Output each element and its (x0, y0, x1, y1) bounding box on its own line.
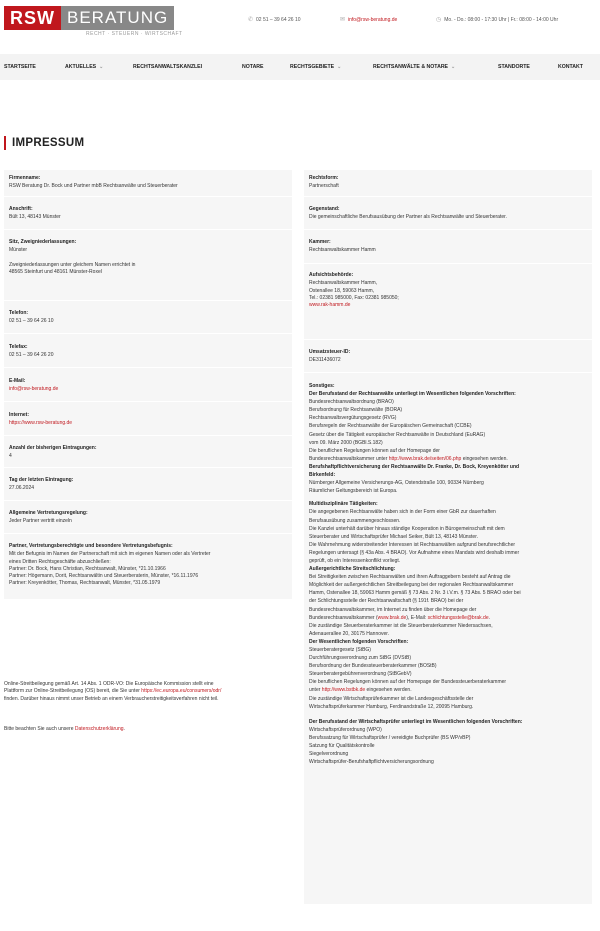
nav-item-rechtsgebiete[interactable]: RECHTSGEBIETE ⌄ (290, 64, 342, 70)
text: Bundesrechtsanwaltskammer unter (309, 455, 388, 462)
field-rechtsform (304, 170, 592, 197)
text-line: Die Kanzlei unterhält darüber hinaus ständige Kooperation in Bürogemeinschaft mit dem (309, 525, 505, 532)
text-line: Berufsordnung der Bundessteuerberaterkammer (BOStB) (309, 663, 437, 670)
section-heading: Multidisziplinäre Tätigkeiten: (309, 501, 378, 508)
label: Partner, Vertretungsberechtigte und besondere Vertretungsbefugnis: (9, 543, 173, 549)
text-line: Steuerberater und Wirtschaftsprüfer Michael Seiker, Bült 13, 48143 Münster. (309, 533, 478, 540)
email-link[interactable]: info@rsw-beratung.de (9, 386, 59, 393)
text-line: Bundesrechtsanwaltskammer, im Internet zu finden über die Homepage der (309, 606, 477, 613)
field-telefon (4, 301, 292, 334)
field-vertretungsregelung (4, 501, 292, 534)
text-line: geprüft, ob ein Interessenkonflikt vorliegt. (309, 557, 401, 564)
rak-hamm-link[interactable]: www.rak-hamm.de (309, 302, 351, 308)
text: . (488, 614, 490, 621)
text-line: Satzung für Qualitätskontrolle (309, 743, 375, 750)
text-line: Räumlicher Geltungsbereich ist Europa. (309, 488, 398, 495)
text-line: Die zuständige Steuerberaterkammer ist die Steuerberaterkammer Niedersachsen, (309, 622, 493, 629)
header-phone[interactable] (248, 16, 301, 25)
nav-item-standorte[interactable]: STANDORTE (498, 64, 530, 70)
impressum-left-column (4, 170, 292, 600)
text-line: Die angegebenen Rechtsanwälte haben sich in der Form einer GbR zur dauerhaften (309, 509, 496, 516)
value: Die gemeinschaftliche Berufsausübung der Partner als Rechtsanwälte und Steuerberater. (309, 214, 507, 221)
text-line: Nürnberger Allgemeine Versicherungs-AG, Ostendstraße 100, 90334 Nürnberg (309, 480, 484, 487)
text-line: Bei Streitigkeiten zwischen Rechtsanwälten und ihren Auftraggebern besteht auf Antrag die (309, 574, 511, 581)
value-line: eines Dritten Rechtsgeschäfte abzuschließen: (9, 558, 111, 565)
clock-icon: ◷ (436, 17, 442, 23)
value: 02 51 – 39 64 26 20 (9, 352, 54, 359)
label: Rechtsform: (309, 175, 339, 181)
chevron-down-icon: ⌄ (451, 64, 456, 70)
text: Bundesrechtsanwaltskammer ( (309, 614, 378, 621)
label: Telefon: (9, 310, 29, 316)
section-heading: Der Berufsstand der Rechtsanwälte unterliegt im Wesentlichen folgenden Vorschriften: (309, 391, 516, 398)
text-line: Rechtsanwaltsvergütungsgesetz (RVG) (309, 415, 397, 422)
text-line: Die beruflichen Regelungen können auf der Homepage der (309, 447, 440, 454)
website-link[interactable]: https://www.rsw-beratung.de (9, 420, 73, 427)
text-line: Die zuständige Wirtschaftsprüferkammer ist die Landesgeschäftsstelle der (309, 695, 474, 702)
header-hours (436, 16, 558, 25)
value: 4 (9, 453, 12, 460)
value: Zweigniederlassungen unter gleichem Namen errichtet in (9, 261, 136, 268)
bstbk-link[interactable]: http://www.bstbk.de (321, 687, 366, 694)
label: E-Mail: (9, 378, 26, 384)
label: Firmenname: (9, 175, 41, 181)
label: Allgemeine Vertretungsregelung: (9, 510, 88, 516)
label: Anzahl der bisherigen Eintragungen: (9, 445, 97, 451)
privacy-link[interactable]: Datenschutzerklärung (74, 726, 124, 732)
text-line: Steuerberatergesetz (StBG) (309, 647, 371, 653)
text-line: Siegelverordnung (309, 751, 349, 758)
text-line: Berufssatzung für Wirtschaftsprüfer / vereidigte Buchprüfer (BS WP/vBP) (309, 734, 471, 741)
section-heading: Der Berufsstand der Wirtschaftsprüfer unterliegt im Wesentlichen folgenden Vorschriften: (309, 718, 523, 725)
nav-item-aktuelles[interactable]: AKTUELLES ⌄ (65, 64, 104, 70)
field-letzte-eintragung (4, 468, 292, 501)
text: ), E-Mail: (406, 614, 427, 621)
brak-link[interactable]: http://www.brak.de/seiten/06.php (388, 455, 462, 462)
field-sonstiges (304, 373, 592, 905)
field-email (4, 368, 292, 402)
schlichtungsstelle-email-link[interactable]: schlichtungsstelle@brak.de (427, 614, 489, 621)
value: Rechtsanwaltskammer Hamm, (309, 280, 378, 287)
nav-item-notare[interactable]: NOTARE (242, 64, 264, 70)
odr-link[interactable]: https://ec.europa.eu/consumers/odr/ (141, 688, 222, 695)
field-telefax (4, 334, 292, 368)
nav-item-rechtsanwaelte-notare[interactable]: RECHTSANWÄLTE & NOTARE ⌄ (373, 64, 456, 70)
text: unter (309, 687, 321, 694)
privacy-text: Bitte beachten Sie auch unsere (4, 726, 74, 732)
impressum-right-column (304, 170, 592, 905)
value: DE311436072 (309, 357, 341, 364)
text-line: der Schlichtungsstelle der Rechtsanwaltschaft (§ 191f. BRAO) bei der (309, 598, 464, 605)
text-line: Möglichkeit der außergerichtlichen Streitbeilegung bei der regionalen Rechtsanwaltskammer (309, 582, 514, 589)
value: 48565 Steinfurt und 48161 Münster-Roxel (9, 268, 102, 275)
header-hours-text: Mo. - Do.: 08:00 - 17:30 Uhr | Fr.: 08:00 - 14:00 Uhr (444, 16, 559, 23)
text-line (309, 686, 587, 694)
site-header (0, 0, 600, 48)
value-line: Partner: Kreyenkötter, Thomas, Rechtsanwalt, Münster, *31.05.1979 (9, 580, 161, 587)
logo-part-rsw: RSW (4, 6, 61, 30)
logo[interactable] (4, 6, 174, 30)
label: Internet: (9, 412, 29, 418)
label: Sonstiges: (309, 383, 335, 389)
value: 27.06.2024 (9, 485, 35, 492)
label: Aufsichtsbehörde: (309, 272, 354, 278)
text-line: Die Wahrnehmung widerstreitender Interessen ist Rechtsanwälten aufgrund berufsrechtlicher (309, 541, 516, 548)
value-line: Partner: Dr. Bock, Hans Christian, Rechtsanwalt, Münster, *21.10.1966 (9, 565, 166, 572)
text-line: Berufsordnung für Rechtsanwälte (BORA) (309, 407, 403, 414)
text-line (309, 614, 587, 622)
brak-link[interactable]: www.brak.de (377, 614, 407, 621)
field-anschrift (4, 197, 292, 230)
privacy-notice (4, 726, 292, 733)
section-heading: Birkenfeld: (309, 472, 336, 479)
logo-part-beratung: BERATUNG (61, 6, 174, 30)
value-line: Partner: Högemann, Dorit, Rechtsanwältin und Steuerberaterin, Münster, *16.11.1976 (9, 573, 199, 579)
text-line: Adenauerallee 20, 30175 Hannover. (309, 630, 390, 637)
section-heading: Der Wesentlichen folgenden Vorschriften: (309, 638, 409, 645)
field-sitz (4, 230, 292, 301)
value: Rechtsanwaltskammer Hamm (309, 247, 376, 254)
text-line: Hamm, Ostenallee 18, 59063 Hamm gemäß § 73 Abs. 2 Nr. 3 i.V.m. § 73 Abs. 5 BRAO oder bei (309, 590, 521, 597)
odr-notice (4, 681, 292, 703)
nav-item-kontakt[interactable]: KONTAKT (558, 64, 583, 70)
odr-text: Plattform zur Online-Streitbeilegung (OS) bereit, die Sie unter (4, 688, 140, 695)
text-line: Wirtschaftsprüfer-Berufshaftpflichtversicherungsordnung (309, 759, 434, 766)
field-aufsichtsbehoerde (304, 264, 592, 340)
value: Bült 13, 48143 Münster (9, 214, 61, 221)
nav-item-rechtsanwaltskanzlei[interactable]: RECHTSANWALTSKANZLEI (133, 64, 203, 70)
section-heading: Außergerichtliche Streitschlichtung: (309, 566, 396, 573)
label: Gegenstand: (309, 206, 340, 212)
logo-tagline: RECHT · STEUERN · WIRTSCHAFT (86, 31, 183, 37)
field-gegenstand (304, 197, 592, 230)
field-internet (4, 402, 292, 436)
label: Sitz, Zweigniederlassungen: (9, 239, 77, 245)
label: Kammer: (309, 239, 331, 245)
text: eingesehen werden. (462, 455, 508, 462)
text-line: Berufsausübung zusammengeschlossen. (309, 517, 401, 524)
text: eingesehen werden. (366, 687, 412, 694)
value-line: Mit der Befugnis im Namen der Partnerschaft mit sich im eigenen Namen oder als Vertreter (9, 551, 211, 558)
field-firmenname (4, 170, 292, 197)
field-umsatzsteuer-id (304, 340, 592, 373)
nav-item-startseite[interactable]: STARTSEITE (4, 64, 36, 70)
header-phone-text: 02 51 – 39 64 26 10 (256, 16, 301, 23)
value: RSW Beratung Dr. Bock und Partner mbB Rechtsanwälte und Steuerberater (9, 183, 178, 190)
value: Münster (9, 247, 28, 254)
phone-icon: ✆ (248, 17, 254, 23)
label: Tag der letzten Eintragung: (9, 477, 74, 483)
label: Anschrift: (9, 206, 33, 212)
odr-text: finden. Darüber hinaus nimmt unser Betrieb an einem Verbraucherstreitigkeitsverfahren nicht teil. (4, 695, 219, 702)
text-line: Gesetz über die Tätigkeit europäischer Rechtsanwälte in Deutschland (EuRAG) (309, 431, 486, 438)
page-title: IMPRESSUM (4, 136, 84, 150)
odr-text: Online-Streitbeilegung gemäß Art. 14 Abs. 1 ODR-VO: Die Europäische Kommission stellt eine (4, 681, 214, 687)
main-nav (0, 54, 600, 80)
value: Ostenallee 18, 59063 Hamm, (309, 287, 375, 294)
header-email-text: info@rsw-beratung.de (348, 16, 398, 23)
label: Telefax: (9, 344, 28, 350)
value: Jeder Partner vertritt einzeln (9, 518, 72, 525)
value: Tel.: 02381 985000, Fax: 02381 985050; (309, 294, 399, 301)
field-partner (4, 534, 292, 600)
text-line: Wirtschaftsprüferordnung (WPO) (309, 726, 382, 733)
text-line: Die beruflichen Regelungen können auf der Homepage der Bundessteuerberaterkammer (309, 679, 507, 686)
punctuation: . (123, 726, 125, 732)
text-line: Steuerberatergebührenverordnung (StBGebV) (309, 671, 412, 678)
label: Umsatzsteuer-ID: (309, 349, 351, 355)
field-anzahl-eintragungen (4, 436, 292, 468)
section-heading: Berufshaftpflichtversicherung der Rechtsanwälte Dr. Franke, Dr. Bock, Kreyenkötter und (309, 463, 520, 470)
chevron-down-icon: ⌄ (99, 64, 104, 70)
mail-icon: ✉ (340, 17, 346, 23)
header-email[interactable] (340, 16, 397, 25)
chevron-down-icon: ⌄ (337, 64, 342, 70)
text-line: Bundesrechtsanwaltsordnung (BRAO) (309, 399, 394, 406)
value: Partnerschaft (309, 183, 339, 190)
text-line: Regelungen untersagt (§ 43a Abs. 4 BRAO). Vor Aufnahme eines Mandats wird deshalb immer (309, 549, 520, 556)
field-kammer (304, 230, 592, 264)
text-line: vom 09. März 2000 (BGBl.S.182) (309, 439, 383, 446)
text-line: Durchführungsverordnung zum StBG (DVStB) (309, 655, 411, 662)
value: 02 51 – 39 64 26 10 (9, 318, 54, 325)
text-line: Wirtschaftsprüferkammer Hamburg, Ferdinandstraße 12, 20095 Hamburg. (309, 703, 474, 710)
text-line (309, 455, 587, 463)
text-line: Berufsregeln der Rechtsanwälte der Europäischen Gemeinschaft (CCBE) (309, 423, 472, 430)
